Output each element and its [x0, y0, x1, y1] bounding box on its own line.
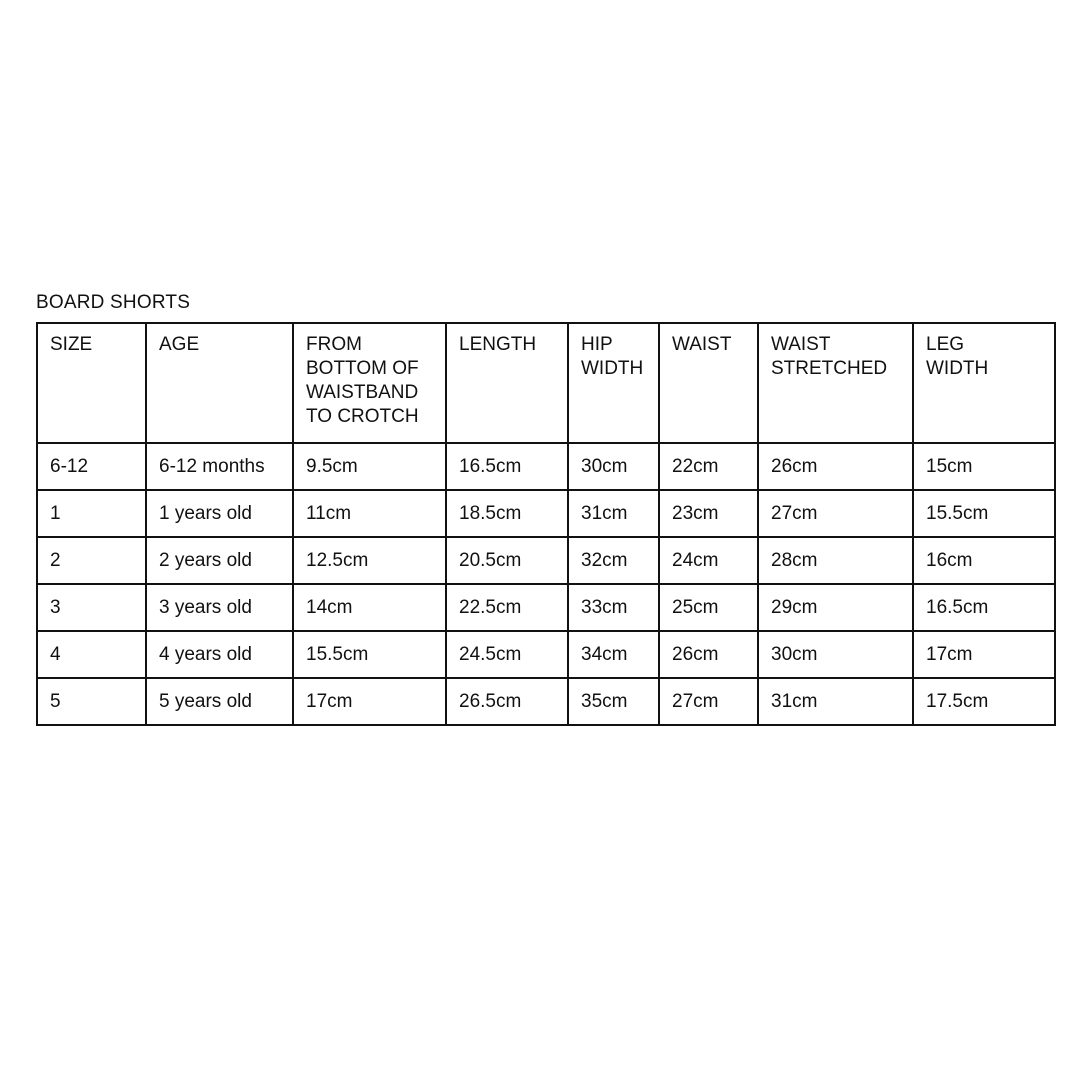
- column-header-leg-width: LEG WIDTH: [913, 323, 1055, 443]
- table-cell: 1 years old: [146, 490, 293, 537]
- table-cell: 20.5cm: [446, 537, 568, 584]
- table-cell: 5 years old: [146, 678, 293, 725]
- table-cell: 4 years old: [146, 631, 293, 678]
- table-cell: 15cm: [913, 443, 1055, 490]
- table-cell: 2: [37, 537, 146, 584]
- table-cell: 3: [37, 584, 146, 631]
- table-cell: 32cm: [568, 537, 659, 584]
- table-cell: 14cm: [293, 584, 446, 631]
- table-cell: 12.5cm: [293, 537, 446, 584]
- table-cell: 29cm: [758, 584, 913, 631]
- table-body: [37, 443, 1055, 725]
- table-row: [37, 443, 1055, 490]
- table-cell: 6-12: [37, 443, 146, 490]
- table-cell: 22cm: [659, 443, 758, 490]
- table-cell: 16cm: [913, 537, 1055, 584]
- table-cell: 33cm: [568, 584, 659, 631]
- table-cell: 17.5cm: [913, 678, 1055, 725]
- table-cell: 23cm: [659, 490, 758, 537]
- table-cell: 4: [37, 631, 146, 678]
- table-cell: 17cm: [913, 631, 1055, 678]
- table-cell: 5: [37, 678, 146, 725]
- table-cell: 27cm: [659, 678, 758, 725]
- column-header-waist-stretched: WAIST STRETCHED: [758, 323, 913, 443]
- table-cell: 16.5cm: [913, 584, 1055, 631]
- column-header-waist: WAIST: [659, 323, 758, 443]
- table-cell: 25cm: [659, 584, 758, 631]
- table-cell: 11cm: [293, 490, 446, 537]
- table-cell: 15.5cm: [913, 490, 1055, 537]
- column-header-from-bottom-of-waistband-to-crotch: FROM BOTTOM OF WAISTBAND TO CROTCH: [293, 323, 446, 443]
- size-chart-block: [36, 292, 1056, 726]
- table-row: [37, 631, 1055, 678]
- table-row: [37, 584, 1055, 631]
- table-cell: 26cm: [659, 631, 758, 678]
- column-header-size: SIZE: [37, 323, 146, 443]
- table-cell: 31cm: [568, 490, 659, 537]
- size-table: [36, 322, 1056, 726]
- table-cell: 15.5cm: [293, 631, 446, 678]
- table-title: BOARD SHORTS: [36, 292, 191, 313]
- table-cell: 2 years old: [146, 537, 293, 584]
- table-cell: 30cm: [568, 443, 659, 490]
- table-cell: 22.5cm: [446, 584, 568, 631]
- table-cell: 3 years old: [146, 584, 293, 631]
- table-cell: 1: [37, 490, 146, 537]
- table-cell: 35cm: [568, 678, 659, 725]
- table-cell: 31cm: [758, 678, 913, 725]
- table-row: [37, 490, 1055, 537]
- table-row: [37, 537, 1055, 584]
- table-cell: 26.5cm: [446, 678, 568, 725]
- table-cell: 24cm: [659, 537, 758, 584]
- column-header-hip-width: HIP WIDTH: [568, 323, 659, 443]
- column-header-age: AGE: [146, 323, 293, 443]
- table-cell: 6-12 months: [146, 443, 293, 490]
- header-row: [37, 323, 1055, 443]
- table-row: [37, 678, 1055, 725]
- table-cell: 30cm: [758, 631, 913, 678]
- table-cell: 24.5cm: [446, 631, 568, 678]
- column-header-length: LENGTH: [446, 323, 568, 443]
- table-cell: 17cm: [293, 678, 446, 725]
- table-cell: 27cm: [758, 490, 913, 537]
- table-cell: 16.5cm: [446, 443, 568, 490]
- table-cell: 18.5cm: [446, 490, 568, 537]
- table-cell: 28cm: [758, 537, 913, 584]
- table-cell: 26cm: [758, 443, 913, 490]
- table-cell: 9.5cm: [293, 443, 446, 490]
- table-cell: 34cm: [568, 631, 659, 678]
